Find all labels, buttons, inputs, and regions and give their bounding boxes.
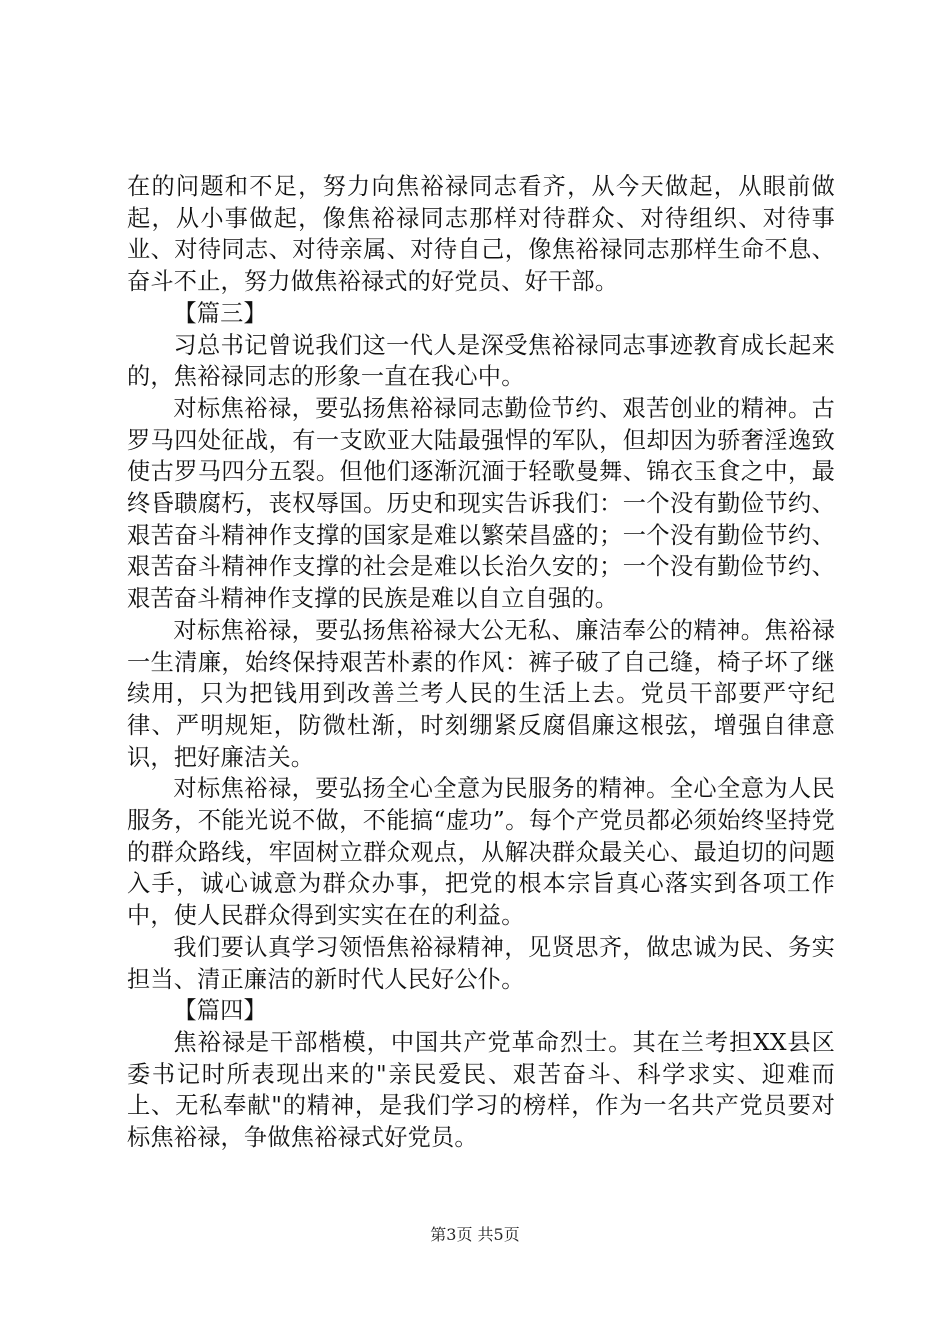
paragraph: 对标焦裕禄，要弘扬焦裕禄大公无私、廉洁奉公的精神。焦裕禄一生清廉，始终保持艰苦朴素的作风：裤子破了自己缝，椅子坏了继续用，只为把钱用到改善兰考人民的生活上去。党员干部要严守纪律、严明规矩，防微杜渐，时刻绷紧反腐倡廉这根弦，增强自律意识，把好廉洁关。 xyxy=(127,616,835,771)
page-number-footer: 第3页 共5页 xyxy=(430,1225,520,1244)
document-body xyxy=(127,171,835,1154)
paragraph: 对标焦裕禄，要弘扬焦裕禄同志勤俭节约、艰苦创业的精神。古罗马四处征战，有一支欧亚大陆最强悍的军队，但却因为骄奢淫逸致使古罗马四分五裂。但他们逐渐沉湎于轻歌曼舞、锦衣玉食之中，最终昏聩腐朽，丧权辱国。历史和现实告诉我们：一个没有勤俭节约、艰苦奋斗精神作支撑的国家是难以繁荣昌盛的；一个没有勤俭节约、艰苦奋斗精神作支撑的社会是难以长治久安的；一个没有勤俭节约、艰苦奋斗精神作支撑的民族是难以自立自强的。 xyxy=(127,394,835,613)
paragraph: 对标焦裕禄，要弘扬全心全意为民服务的精神。全心全意为人民服务，不能光说不做，不能搞“虚功”。每个产党员都必须始终坚持党的群众路线，牢固树立群众观点，从解决群众最关心、最迫切的问题入手，诚心诚意为群众办事，把党的根本宗旨真心落实到各项工作中，使人民群众得到实实在在的利益。 xyxy=(127,775,835,930)
paragraph: 在的问题和不足，努力向焦裕禄同志看齐，从今天做起，从眼前做起，从小事做起，像焦裕禄同志那样对待群众、对待组织、对待事业、对待同志、对待亲属、对待自己，像焦裕禄同志那样生命不息、奋斗不止，努力做焦裕禄式的好党员、好干部。 xyxy=(127,173,835,296)
paragraph: 习总书记曾说我们这一代人是深受焦裕禄同志事迹教育成长起来的，焦裕禄同志的形象一直在我心中。 xyxy=(127,331,835,391)
section-heading: 【篇四】 xyxy=(173,997,267,1025)
section-heading: 【篇三】 xyxy=(173,299,267,327)
paragraph: 焦裕禄是干部楷模，中国共产党革命烈士。其在兰考担XX县区委书记时所表现出来的"亲民爱民、艰苦奋斗、科学求实、迎难而上、无私奉献"的精神，是我们学习的榜样，作为一名共产党员要对标焦裕禄，争做焦裕禄式好党员。 xyxy=(127,1028,835,1152)
paragraph: 我们要认真学习领悟焦裕禄精神，见贤思齐，做忠诚为民、务实担当、清正廉洁的新时代人民好公仆。 xyxy=(127,933,835,993)
